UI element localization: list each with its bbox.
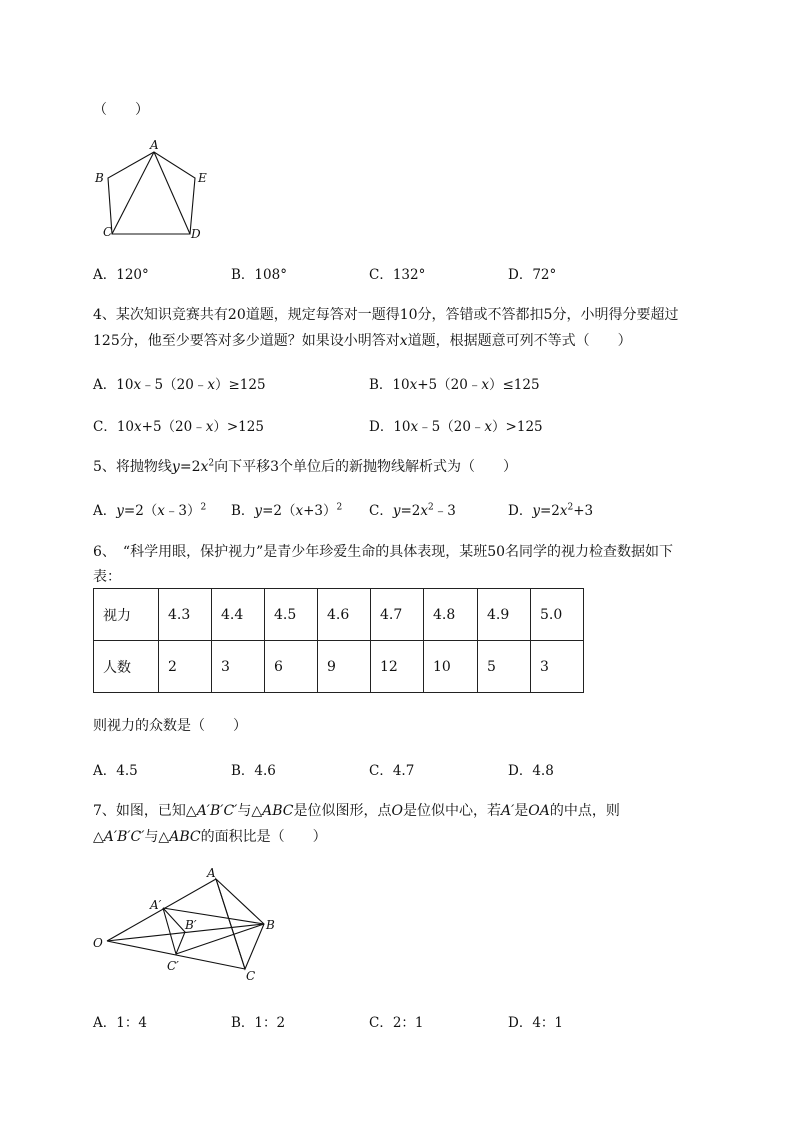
label-b: B (266, 918, 275, 932)
table-row (94, 589, 584, 641)
q4-option-d: D．10x﹣5（20﹣x）>125 (369, 419, 543, 435)
table-cell: 4.6 (318, 589, 371, 641)
table-cell: 4.3 (159, 589, 212, 641)
q7-option-b: B．1：2 (231, 1015, 286, 1031)
label-b: B (95, 171, 104, 185)
q5-question: 5、将抛物线$y=2x^2$向下平移3个单位后的新抛物线解析式为（ ） (93, 458, 518, 475)
pentagon-figure (90, 140, 220, 242)
table-cell: 2 (159, 641, 212, 693)
label-c-prime: C′ (167, 959, 179, 973)
table-cell: 4.4 (212, 589, 265, 641)
table-cell: 3 (212, 641, 265, 693)
q5-option-d: D．$y=2x^2+3$ (508, 502, 594, 519)
q4-option-b: B．10x+5（20﹣x）≤125 (369, 377, 540, 393)
table-cell: 4.9 (478, 589, 531, 641)
q3-option-b: B．108° (231, 267, 287, 283)
q3-option-c: C．132° (369, 267, 426, 283)
vision-table (93, 588, 584, 693)
label-b-prime: B′ (185, 918, 197, 932)
table-cell: 4.8 (424, 589, 478, 641)
table-cell: 3 (531, 641, 584, 693)
label-a-prime: A′ (150, 898, 162, 912)
q5-option-b: B．$y=2(x+3)^2$ (231, 502, 343, 519)
table-cell: 视力 (94, 589, 159, 641)
label-o: O (93, 936, 103, 950)
table-cell: 5 (478, 641, 531, 693)
label-c: C (246, 969, 256, 983)
table-cell: 6 (265, 641, 318, 693)
q7-option-d: D．4：1 (508, 1015, 564, 1031)
q5-option-a: A．y=2（x﹣3）$^2$ (93, 502, 207, 519)
q6-line2: 表： (93, 569, 121, 585)
table-cell: 人数 (94, 641, 159, 693)
q3-answer-bracket: （ ） (93, 102, 149, 118)
table-row (94, 641, 584, 693)
q6-option-d: D．4.8 (508, 763, 554, 779)
table-cell: 9 (318, 641, 371, 693)
table-cell: 4.5 (265, 589, 318, 641)
q3-option-a: A．120° (93, 267, 149, 283)
q5-option-c: C．$y=2x^2﹣3$ (369, 502, 456, 519)
q3-option-d: D．72° (508, 267, 557, 283)
table-cell: 12 (371, 641, 424, 693)
q7-line2: △A′B′C′与△ABC的面积比是（ ） (93, 829, 327, 845)
q7-option-a: A．1：4 (93, 1015, 147, 1031)
table-cell: 4.7 (371, 589, 424, 641)
q6-option-b: B．4.6 (231, 763, 276, 779)
table-cell: 5.0 (531, 589, 584, 641)
q6-option-c: C．4.7 (369, 763, 415, 779)
label-c: C (103, 225, 113, 239)
q7-option-c: C．2：1 (369, 1015, 424, 1031)
homothety-figure (88, 862, 288, 987)
label-e: E (198, 171, 207, 185)
q4-line2: 125分，他至少要答对多少道题？如果设小明答对x道题，根据题意可列不等式（ ） (93, 333, 632, 349)
label-d: D (191, 227, 201, 241)
q6-question: 则视力的众数是（ ） (93, 718, 247, 734)
q6-line1: 6、 “科学用眼，保护视力”是青少年珍爱生命的具体表现，某班50名同学的视力检查数据如下 (93, 544, 674, 560)
q4-line1: 4、某次知识竞赛共有20道题，规定每答对一题得10分，答错或不答都扣5分，小明得分要超过 (93, 307, 679, 323)
q4-option-c: C．10x+5（20﹣x）>125 (93, 419, 264, 435)
q6-option-a: A．4.5 (93, 763, 138, 779)
table-cell: 10 (424, 641, 478, 693)
q4-option-a: A．10x﹣5（20﹣x）≥125 (93, 377, 266, 393)
label-a-big: A (207, 866, 216, 880)
label-a: A (150, 140, 159, 152)
q7-line1: 7、如图，已知△A′B′C′与△ABC是位似图形，点O是位似中心，若A′是OA的中点，则 (93, 803, 620, 819)
